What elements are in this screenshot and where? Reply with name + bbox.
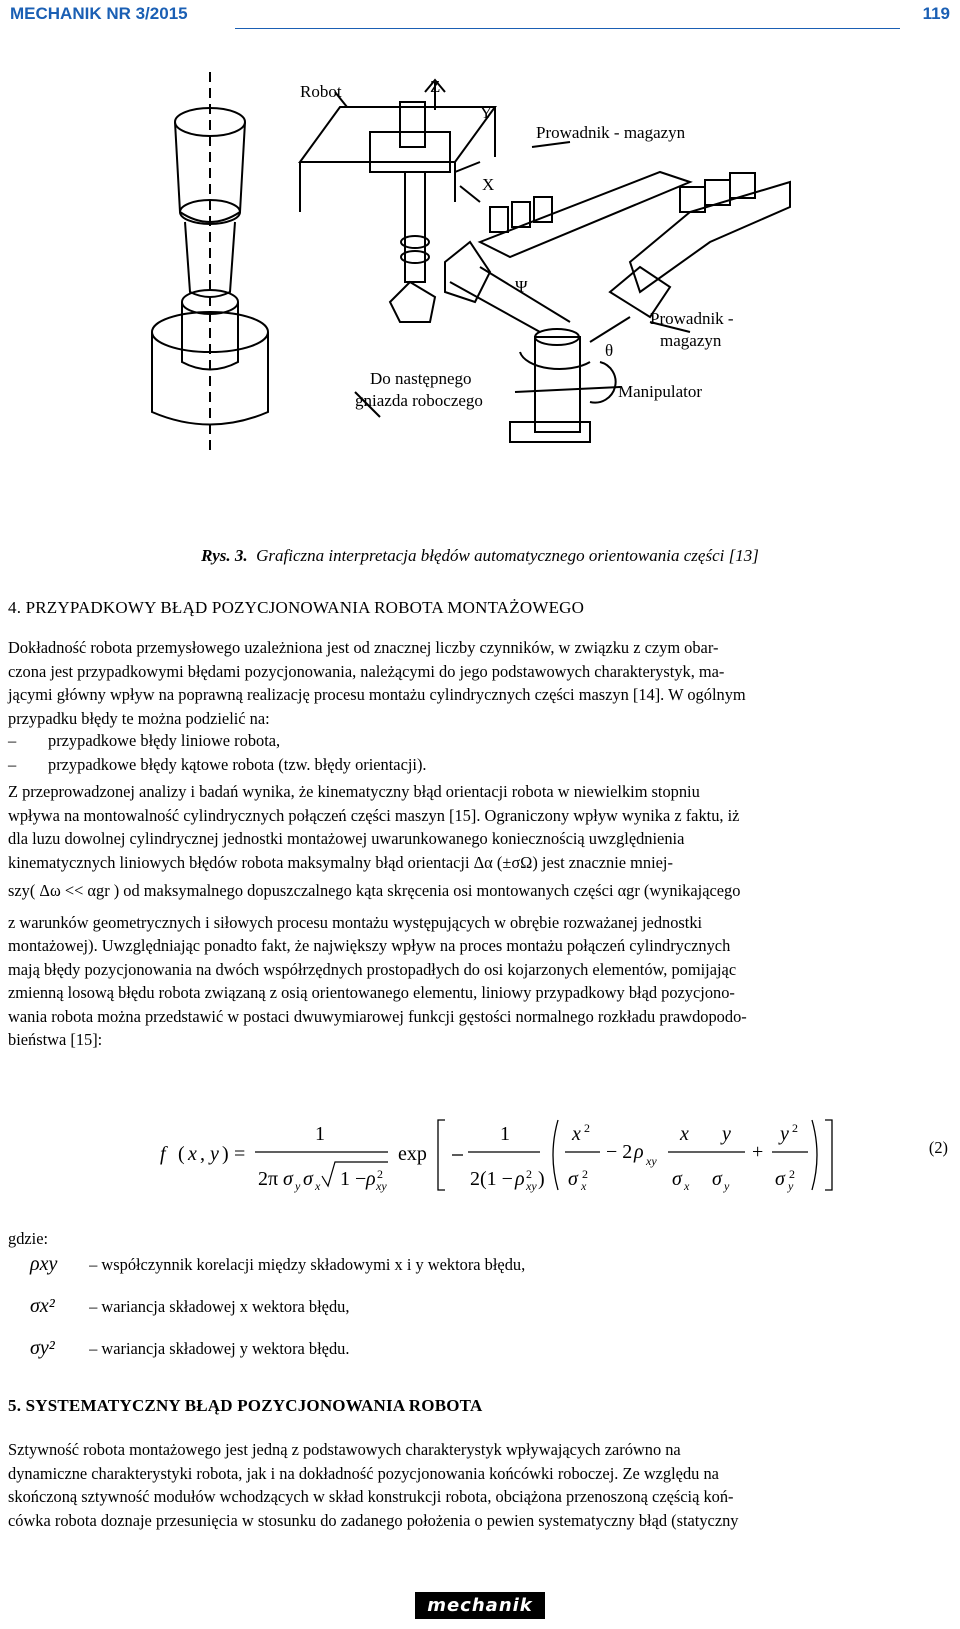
- bullet-text: przypadkowe błędy kątowe robota (tzw. błędy orientacji).: [48, 755, 427, 774]
- label-y: Y: [480, 103, 493, 122]
- svg-text:+: +: [752, 1141, 764, 1163]
- label-x: X: [482, 175, 495, 194]
- definitions-intro: gdzie:: [8, 1229, 49, 1248]
- svg-text:2: 2: [526, 1167, 532, 1181]
- figure-caption: [0, 546, 960, 566]
- text-line: kinematycznych liniowych błędów robota maksymalny błąd orientacji Δα (±σΩ) jest znacznie mniej-: [8, 852, 673, 872]
- svg-text:,: ,: [200, 1143, 205, 1165]
- svg-text:σ: σ: [712, 1168, 722, 1190]
- svg-text:y: y: [722, 1123, 731, 1145]
- page-number: 119: [922, 4, 950, 23]
- definition-item: [30, 1337, 349, 1360]
- text-line: Sztywność robota montażowego jest jedną z podstawowych charakterystyk wpływających zarówno na: [8, 1440, 681, 1459]
- svg-text:y: y: [295, 1179, 301, 1193]
- svg-text:2(1 −: 2(1 −: [470, 1168, 513, 1190]
- equation-svg: [160, 1110, 950, 1195]
- svg-text:σ: σ: [303, 1168, 313, 1190]
- svg-text:σ: σ: [775, 1168, 785, 1190]
- text-line: bieństwa [15]:: [8, 1030, 103, 1049]
- bullet-item: – przypadkowe błędy liniowe robota,: [8, 731, 281, 750]
- svg-text:2: 2: [792, 1121, 798, 1135]
- definition-item: [30, 1295, 349, 1318]
- text-line: montażowej). Uwzględniając ponadto fakt, że największy wpływ na proces montażu połączeń cylindrycznych: [8, 936, 731, 955]
- definition-text: – wariancja składowej x wektora błędu,: [89, 1297, 350, 1316]
- robot-drawing: [150, 62, 810, 482]
- text-line: dla luzu dowolnej cylindrycznej jednostki montażowej uwarunkowanego koniecznością uwzględnienia: [8, 829, 685, 848]
- definition-symbol: σy²: [30, 1337, 55, 1359]
- caption-label: Rys. 3.: [201, 546, 248, 565]
- svg-text:x: x: [315, 1179, 321, 1193]
- definition-item: [30, 1253, 525, 1276]
- svg-text:1: 1: [500, 1123, 510, 1145]
- svg-text:xy: xy: [376, 1179, 387, 1193]
- svg-text:x: x: [684, 1179, 690, 1193]
- svg-text:2: 2: [582, 1167, 588, 1181]
- text-line: czona jest przypadkowymi błędami pozycjonowania, należącymi do jego podstawowych charakterystyk, ma-: [8, 661, 725, 681]
- svg-text:1 −: 1 −: [340, 1168, 367, 1190]
- svg-text:− 2: − 2: [606, 1141, 633, 1163]
- label-next-1: Do następnego: [370, 369, 472, 388]
- label-theta: θ: [605, 341, 614, 360]
- label-manipulator: Manipulator: [618, 382, 703, 401]
- svg-text:y: y: [724, 1179, 730, 1193]
- svg-text:y: y: [210, 1143, 219, 1165]
- definition-symbol: ρxy: [30, 1253, 58, 1275]
- text-line: przypadku błędy te można podzielić na:: [8, 708, 270, 728]
- svg-text:x: x: [572, 1123, 581, 1145]
- svg-text:σ: σ: [672, 1168, 682, 1190]
- label-guide-right-2: magazyn: [660, 331, 722, 350]
- equation-2: [160, 1110, 950, 1195]
- svg-text:2: 2: [789, 1167, 795, 1181]
- caption-text: Graficzna interpretacja błędów automatycznego orientowania części [13]: [256, 546, 759, 565]
- text-line: jącymi główny wpływ na poprawną realizację procesu montażu cylindrycznych części maszyn [14]. W ogólnym: [8, 685, 746, 704]
- text-line: mają błędy pozycjonowania na dwóch współrzędnych prostopadłych do osi kojarzonych elementów, pomijając: [8, 959, 737, 979]
- figure-robot-diagram: [150, 62, 810, 482]
- svg-text:σ: σ: [283, 1168, 293, 1190]
- svg-text:exp: exp: [398, 1143, 427, 1165]
- text-line: Z przeprowadzonej analizy i badań wynika, że kinematyczny błąd orientacji robota w niewielkim stopniu: [8, 782, 700, 801]
- svg-text:1: 1: [315, 1123, 325, 1145]
- svg-text:(: (: [178, 1143, 185, 1165]
- label-guide-top: Prowadnik - magazyn: [536, 123, 686, 142]
- svg-text:ρ: ρ: [366, 1168, 376, 1190]
- svg-text:y: y: [788, 1179, 794, 1193]
- label-robot: Robot: [300, 82, 342, 101]
- text-line: zmienną losową błędu robota związaną z osią orientowanego elementu, liniowy przypadkowy błąd pozycjono-: [8, 983, 735, 1002]
- section-4-paragraph-1: [8, 636, 950, 730]
- page-footer: [0, 1592, 960, 1619]
- label-guide-right-1: Prowadnik -: [650, 309, 734, 328]
- svg-text:x: x: [581, 1179, 587, 1193]
- svg-text:=: =: [234, 1143, 246, 1165]
- svg-text:σ: σ: [568, 1168, 578, 1190]
- label-psi: Ψ: [515, 277, 528, 296]
- text-line: skończoną sztywność modułów wchodzących w skład konstrukcji robota, obciążona przenoszoną częścią koń-: [8, 1487, 734, 1506]
- svg-text:2π: 2π: [258, 1168, 279, 1190]
- definition-text: – wariancja składowej y wektora błędu.: [89, 1339, 350, 1358]
- definition-symbol: σx²: [30, 1295, 55, 1317]
- svg-text:xy: xy: [646, 1154, 657, 1168]
- text-line: cówka robota doznaje przesunięcia w stosunku do zadanego położenia o pewien systematyczny błąd (statyczny: [8, 1510, 739, 1530]
- svg-text:): ): [538, 1168, 545, 1190]
- svg-text:2: 2: [377, 1167, 383, 1181]
- equation-number: (2): [928, 1138, 948, 1157]
- page-header: [10, 4, 950, 34]
- text-line: wania robota można przedstawić w postaci dwuwymiarowej funkcji gęstości normalnego rozkładu prawdopodo-: [8, 1006, 747, 1026]
- svg-text:ρ: ρ: [634, 1141, 644, 1163]
- svg-text:y: y: [780, 1123, 789, 1145]
- svg-text:x: x: [680, 1123, 689, 1145]
- svg-text:ρ: ρ: [515, 1168, 525, 1190]
- bullet-item: – przypadkowe błędy kątowe robota (tzw. błędy orientacji).: [8, 755, 427, 774]
- svg-text:xy: xy: [526, 1179, 537, 1193]
- journal-title: MECHANIK NR 3/2015: [10, 4, 188, 23]
- section-4-paragraph-2: [8, 780, 950, 1052]
- bullet-text: przypadkowe błędy liniowe robota,: [48, 731, 281, 750]
- svg-text:2: 2: [584, 1121, 590, 1135]
- definition-text: – współczynnik korelacji między składowymi x i y wektora błędu,: [89, 1255, 526, 1274]
- section-4-title: 4. PRZYPADKOWY BŁĄD POZYCJONOWANIA ROBOTA MONTAŻOWEGO: [8, 598, 585, 617]
- header-rule: [235, 28, 900, 29]
- section-5-title: 5. SYSTEMATYCZNY BŁĄD POZYCJONOWANIA ROBOTA: [8, 1396, 483, 1415]
- text-line: Dokładność robota przemysłowego uzależniona jest od znacznej liczby czynników, w związku z czym obar-: [8, 638, 719, 657]
- text-line: wpływa na montowalność cylindrycznych połączeń części maszyn [15]. Ograniczony wpływ wynika z faktu, iż: [8, 805, 740, 825]
- svg-text:): ): [222, 1143, 229, 1165]
- text-line: z warunków geometrycznych i siłowych procesu montażu występujących w obrębie rozważanej jednostki: [8, 912, 703, 932]
- svg-text:x: x: [188, 1143, 197, 1165]
- label-z: Z: [430, 77, 441, 96]
- text-line: szy( Δω << αgr ) od maksymalnego dopuszczalnego kąta skręcenia osi montowanych części αgr (wynikającego: [8, 880, 741, 900]
- mechanik-logo: mechanik: [415, 1592, 545, 1619]
- label-next-2: gniazda roboczego: [355, 391, 483, 410]
- text-line: dynamiczne charakterystyki robota, jak i na dokładność pozycjonowania końcówki roboczej. Ze względu na: [8, 1463, 719, 1483]
- svg-text:f: f: [160, 1143, 166, 1165]
- section-5-paragraph-1: [8, 1438, 950, 1532]
